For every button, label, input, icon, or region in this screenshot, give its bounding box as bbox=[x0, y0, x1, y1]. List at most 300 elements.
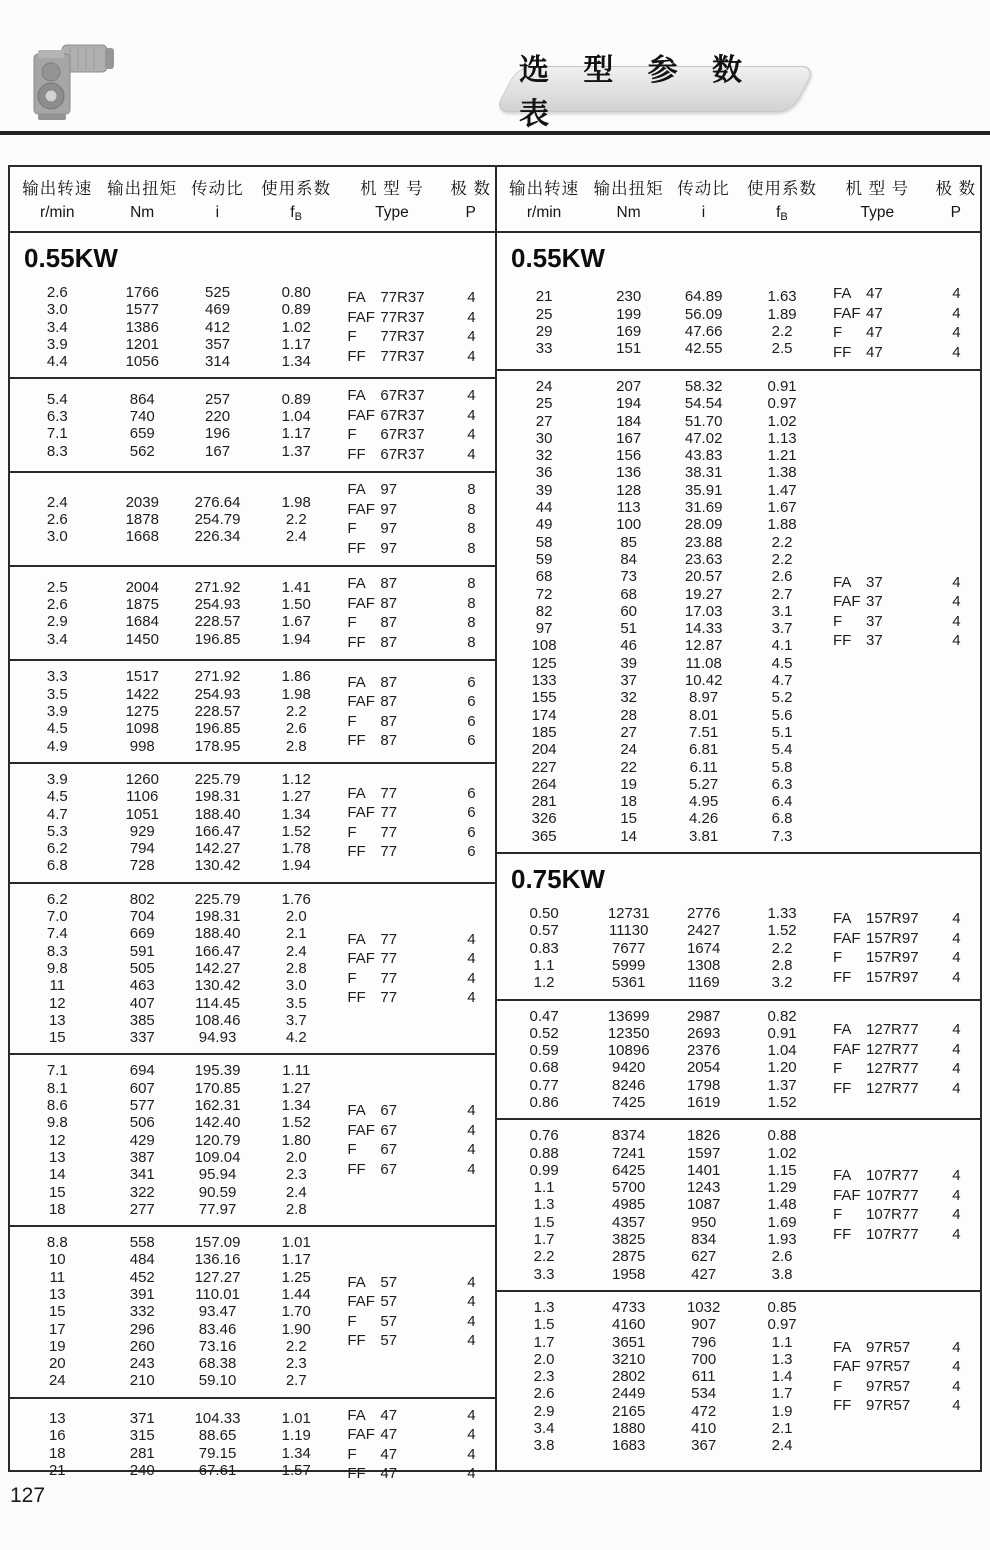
header-label-cn: 传动比 bbox=[677, 180, 730, 198]
output-speed-value: 32 bbox=[535, 447, 553, 465]
ratio-value: 12.87 bbox=[684, 637, 723, 655]
output-speed-value: 2.0 bbox=[533, 1350, 555, 1368]
pole-count: 4 bbox=[952, 1206, 961, 1224]
service-factor-value: 5.8 bbox=[771, 758, 793, 776]
header-label-unit: $f_B$ bbox=[290, 204, 302, 223]
output-speed-value: 365 bbox=[531, 827, 557, 845]
output-speed-value: 9.8 bbox=[46, 959, 68, 977]
data-block bbox=[497, 1292, 980, 1462]
type-prefix: FAF bbox=[347, 950, 375, 968]
table-row bbox=[497, 707, 823, 724]
ratio-value: 254.79 bbox=[194, 510, 241, 528]
output-torque-value: 8246 bbox=[612, 1076, 646, 1094]
type-prefix: F bbox=[833, 1377, 843, 1395]
ratio-value: 3.81 bbox=[689, 827, 719, 845]
column-body bbox=[497, 233, 980, 1462]
service-factor-value: 6.4 bbox=[771, 793, 793, 811]
ratio-value: 198.31 bbox=[194, 788, 241, 806]
table-row bbox=[10, 443, 337, 460]
service-factor-value: 1.52 bbox=[281, 1114, 311, 1132]
ratio-value: 54.54 bbox=[684, 395, 723, 413]
type-row bbox=[823, 1079, 980, 1099]
output-speed-value: 2.6 bbox=[533, 1385, 555, 1403]
ratio-value: 42.55 bbox=[684, 340, 723, 358]
type-label bbox=[337, 1445, 447, 1465]
type-model: 97R57 bbox=[866, 1377, 911, 1395]
header-label-cn: 极 数 bbox=[450, 180, 492, 198]
output-torque-value: 315 bbox=[129, 1427, 155, 1445]
type-model: 107R77 bbox=[866, 1206, 919, 1224]
type-label bbox=[823, 343, 933, 363]
output-speed-value: 3.3 bbox=[533, 1265, 555, 1283]
data-rows bbox=[10, 284, 337, 370]
output-torque-value: 85 bbox=[620, 533, 638, 551]
output-torque-value: 1684 bbox=[125, 613, 159, 631]
service-factor-value: 1.37 bbox=[767, 1076, 797, 1094]
ratio-value: 110.01 bbox=[195, 1285, 240, 1303]
service-factor-value: 6.3 bbox=[771, 775, 793, 793]
ratio-value: 79.15 bbox=[198, 1444, 237, 1462]
type-row bbox=[823, 1338, 980, 1358]
type-row bbox=[337, 1425, 495, 1445]
table-row bbox=[10, 1269, 337, 1286]
service-factor-value: 1.67 bbox=[281, 613, 311, 631]
pole-count: 6 bbox=[467, 823, 476, 841]
header-label-unit: Type bbox=[375, 204, 409, 221]
output-torque-value: 341 bbox=[129, 1166, 155, 1184]
ratio-value: 95.94 bbox=[198, 1166, 237, 1184]
output-torque-value: 277 bbox=[129, 1200, 155, 1218]
output-torque-value: 371 bbox=[129, 1410, 155, 1428]
service-factor-value: 1.34 bbox=[281, 805, 311, 823]
output-torque-value: 704 bbox=[129, 908, 155, 926]
type-label bbox=[337, 1292, 447, 1312]
output-speed-value: 155 bbox=[531, 689, 557, 707]
type-label bbox=[823, 1186, 933, 1206]
pole-count: 8 bbox=[467, 575, 476, 593]
table-row bbox=[10, 1012, 337, 1029]
output-speed-value: 326 bbox=[531, 810, 557, 828]
service-factor-value: 2.2 bbox=[285, 703, 307, 721]
ratio-value: 220 bbox=[205, 408, 231, 426]
service-factor-value: 2.6 bbox=[771, 1248, 793, 1266]
type-model: 67 bbox=[380, 1160, 398, 1178]
output-speed-value: 24 bbox=[535, 378, 553, 395]
table-row bbox=[497, 534, 823, 551]
type-label bbox=[823, 1377, 933, 1397]
pole-count: 6 bbox=[467, 804, 476, 822]
type-prefix: FF bbox=[833, 343, 852, 361]
table-row bbox=[10, 1166, 337, 1183]
section-power-label: 0.75KW bbox=[511, 864, 605, 895]
pole-count: 4 bbox=[952, 1167, 961, 1185]
type-label bbox=[823, 323, 933, 343]
type-prefix: FAF bbox=[347, 308, 375, 326]
service-factor-value: 2.2 bbox=[771, 550, 793, 568]
output-torque-value: 728 bbox=[129, 857, 155, 875]
ratio-value: 130.42 bbox=[194, 977, 241, 995]
table-row bbox=[10, 840, 337, 857]
type-model: 87 bbox=[380, 633, 398, 651]
pole-count: 4 bbox=[467, 1160, 476, 1178]
service-factor-value: 1.29 bbox=[767, 1179, 797, 1197]
table-row bbox=[497, 447, 823, 464]
table-row bbox=[497, 1351, 823, 1368]
type-prefix: F bbox=[347, 1445, 357, 1463]
table-row bbox=[497, 810, 823, 827]
output-torque-value: 1450 bbox=[125, 630, 159, 648]
type-label bbox=[823, 1079, 933, 1099]
table-row bbox=[10, 908, 337, 925]
type-label bbox=[337, 347, 447, 367]
ratio-value: 1308 bbox=[686, 956, 721, 974]
ratio-value: 367 bbox=[691, 1437, 717, 1455]
service-factor-value: 0.91 bbox=[767, 1024, 797, 1042]
data-rows bbox=[497, 1127, 823, 1283]
table-row bbox=[497, 724, 823, 741]
ratio-value: 525 bbox=[205, 284, 231, 301]
type-row bbox=[823, 1020, 980, 1040]
column-body bbox=[10, 233, 495, 1491]
output-speed-value: 3.3 bbox=[46, 668, 68, 686]
type-model: 107R77 bbox=[866, 1225, 919, 1243]
output-speed-value: 72 bbox=[535, 585, 553, 603]
service-factor-value: 2.5 bbox=[771, 340, 793, 358]
type-label bbox=[337, 308, 447, 328]
type-model: 87 bbox=[380, 712, 398, 730]
pole-count: 6 bbox=[467, 693, 476, 711]
output-torque-value: 7677 bbox=[612, 939, 646, 957]
ratio-value: 64.89 bbox=[684, 288, 723, 306]
type-label bbox=[337, 386, 447, 406]
type-label bbox=[337, 519, 447, 539]
pole-count: 4 bbox=[952, 910, 961, 928]
table-row bbox=[497, 1248, 823, 1265]
service-factor-value: 5.6 bbox=[771, 706, 793, 724]
service-factor-value: 1.17 bbox=[281, 335, 311, 353]
ratio-value: 196.85 bbox=[194, 630, 241, 648]
output-torque-value: 998 bbox=[129, 737, 155, 755]
ratio-value: 276.64 bbox=[194, 493, 241, 511]
type-label bbox=[337, 613, 447, 633]
pole-count: 4 bbox=[467, 989, 476, 1007]
ratio-value: 59.10 bbox=[198, 1372, 237, 1390]
type-prefix: FAF bbox=[833, 304, 861, 322]
ratio-value: 188.40 bbox=[194, 805, 241, 823]
output-speed-value: 3.4 bbox=[46, 318, 68, 336]
pole-count: 4 bbox=[467, 1312, 476, 1330]
type-label bbox=[823, 1020, 933, 1040]
output-speed-value: 6.3 bbox=[46, 408, 68, 426]
type-label bbox=[337, 406, 447, 426]
output-speed-value: 25 bbox=[535, 395, 553, 413]
table-row bbox=[497, 568, 823, 585]
table-row bbox=[497, 940, 823, 957]
service-factor-value: 2.7 bbox=[771, 585, 793, 603]
table-row bbox=[497, 672, 823, 689]
type-model: 47 bbox=[866, 343, 883, 361]
pole-count: 8 bbox=[467, 614, 476, 632]
header-label-unit: r/min bbox=[40, 204, 75, 221]
header-label-unit: $f_B$ bbox=[776, 204, 788, 223]
service-factor-value: 2.8 bbox=[285, 1200, 307, 1218]
service-factor-value: 2.4 bbox=[285, 942, 307, 960]
service-factor-value: 2.1 bbox=[771, 1420, 793, 1438]
ratio-value: 627 bbox=[691, 1248, 717, 1266]
type-prefix: FF bbox=[833, 968, 852, 986]
pole-count: 4 bbox=[467, 1426, 476, 1444]
ratio-value: 6.81 bbox=[689, 741, 719, 759]
output-torque-value: 1766 bbox=[125, 284, 159, 301]
output-torque-value: 296 bbox=[129, 1320, 155, 1338]
output-torque-value: 5361 bbox=[612, 974, 646, 992]
type-row bbox=[337, 480, 495, 500]
table-row bbox=[497, 793, 823, 810]
service-factor-value: 4.7 bbox=[771, 672, 793, 690]
table-row bbox=[497, 430, 823, 447]
type-label bbox=[337, 425, 447, 445]
service-factor-value: 0.85 bbox=[767, 1298, 797, 1316]
type-label bbox=[823, 573, 933, 593]
service-factor-value: 5.1 bbox=[771, 723, 793, 741]
type-prefix: FAF bbox=[347, 693, 375, 711]
type-row bbox=[823, 1357, 980, 1377]
output-speed-value: 4.7 bbox=[46, 805, 68, 823]
ratio-value: 225.79 bbox=[194, 890, 241, 908]
output-torque-value: 7241 bbox=[612, 1144, 646, 1162]
output-speed-value: 29 bbox=[535, 323, 553, 340]
ratio-value: 20.57 bbox=[684, 568, 723, 586]
type-prefix: FAF bbox=[347, 1293, 375, 1311]
type-row bbox=[337, 673, 495, 693]
output-speed-value: 133 bbox=[531, 672, 557, 690]
type-model: 87 bbox=[380, 575, 398, 593]
service-factor-value: 1.19 bbox=[281, 1427, 311, 1445]
data-block bbox=[497, 277, 980, 371]
ratio-value: 23.63 bbox=[684, 550, 723, 568]
service-factor-value: 1.63 bbox=[767, 288, 797, 306]
table-row bbox=[497, 637, 823, 654]
table-row bbox=[497, 1437, 823, 1454]
pole-count: 4 bbox=[467, 426, 476, 444]
table-row bbox=[497, 413, 823, 430]
pole-count: 4 bbox=[952, 1079, 961, 1097]
pole-count: 4 bbox=[467, 1406, 476, 1424]
type-rows bbox=[823, 1020, 980, 1098]
type-rows bbox=[337, 930, 495, 1008]
type-row bbox=[337, 327, 495, 347]
output-speed-value: 4.5 bbox=[46, 720, 68, 738]
type-prefix: FAF bbox=[347, 1121, 375, 1139]
pole-count: 4 bbox=[467, 1102, 476, 1120]
service-factor-value: 0.82 bbox=[767, 1007, 797, 1025]
output-speed-value: 49 bbox=[535, 516, 553, 534]
type-rows bbox=[823, 1338, 980, 1416]
type-prefix: FF bbox=[347, 347, 366, 365]
ratio-value: 120.79 bbox=[194, 1131, 241, 1149]
service-factor-value: 2.6 bbox=[285, 720, 307, 738]
output-speed-value: 2.5 bbox=[46, 578, 68, 596]
ratio-value: 162.31 bbox=[194, 1097, 241, 1115]
ratio-value: 271.92 bbox=[194, 578, 241, 596]
type-label bbox=[823, 948, 933, 968]
table-row bbox=[10, 823, 337, 840]
type-row bbox=[823, 323, 980, 343]
type-prefix: F bbox=[347, 520, 357, 538]
type-row bbox=[337, 1406, 495, 1426]
type-model: 87 bbox=[380, 732, 398, 750]
ratio-value: 83.46 bbox=[198, 1320, 237, 1338]
output-torque-value: 1056 bbox=[125, 353, 159, 371]
table-row bbox=[497, 620, 823, 637]
service-factor-value: 1.34 bbox=[281, 1097, 311, 1115]
table-row bbox=[497, 499, 823, 516]
ratio-value: 254.93 bbox=[194, 596, 241, 614]
type-prefix: FA bbox=[347, 289, 366, 307]
type-model: 67 bbox=[380, 1141, 398, 1159]
ratio-value: 2776 bbox=[686, 905, 721, 923]
ratio-value: 469 bbox=[205, 301, 231, 319]
header-label-cn: 输出转速 bbox=[509, 180, 580, 198]
type-prefix: FF bbox=[833, 632, 852, 649]
output-torque-value: 1275 bbox=[125, 703, 159, 721]
output-torque-value: 337 bbox=[129, 1029, 155, 1047]
output-speed-value: 227 bbox=[531, 758, 557, 776]
service-factor-value: 1.52 bbox=[281, 822, 311, 840]
ratio-value: 196 bbox=[205, 425, 231, 443]
header-label-unit: P bbox=[950, 204, 961, 221]
output-speed-value: 3.4 bbox=[533, 1420, 555, 1438]
type-prefix: FAF bbox=[347, 500, 375, 518]
pole-count: 4 bbox=[952, 324, 961, 341]
type-model: 47 bbox=[380, 1465, 398, 1483]
page-number: 127 bbox=[10, 1484, 46, 1507]
service-factor-value: 1.37 bbox=[281, 442, 311, 460]
output-speed-value: 12 bbox=[48, 1131, 66, 1149]
type-row bbox=[337, 930, 495, 950]
type-prefix: FAF bbox=[833, 929, 861, 947]
type-row bbox=[337, 425, 495, 445]
pole-count: 6 bbox=[467, 843, 476, 861]
type-prefix: FAF bbox=[347, 804, 375, 822]
table-row bbox=[497, 1196, 823, 1213]
header-label-cn: 使用系数 bbox=[746, 180, 817, 198]
type-row bbox=[823, 1225, 980, 1245]
data-rows bbox=[10, 891, 337, 1047]
output-speed-value: 6.2 bbox=[46, 890, 68, 908]
output-torque-value: 128 bbox=[616, 481, 642, 499]
type-row bbox=[823, 1040, 980, 1060]
data-block bbox=[10, 379, 495, 473]
table-row bbox=[10, 857, 337, 874]
type-row bbox=[823, 284, 980, 304]
pole-count: 4 bbox=[952, 612, 961, 630]
ratio-value: 67.61 bbox=[198, 1462, 237, 1480]
service-factor-value: 1.47 bbox=[767, 481, 797, 499]
type-model: 57 bbox=[380, 1332, 398, 1350]
output-speed-value: 0.52 bbox=[529, 1024, 559, 1042]
output-speed-value: 39 bbox=[535, 481, 553, 499]
pole-count: 4 bbox=[467, 930, 476, 948]
type-row bbox=[337, 988, 495, 1008]
type-label bbox=[337, 949, 447, 969]
output-torque-value: 5999 bbox=[612, 956, 646, 974]
type-prefix: FF bbox=[347, 633, 366, 651]
output-speed-value: 30 bbox=[535, 429, 553, 447]
output-torque-value: 1577 bbox=[125, 301, 159, 319]
type-prefix: FF bbox=[347, 989, 366, 1007]
table-row bbox=[497, 340, 823, 357]
output-speed-value: 18 bbox=[48, 1444, 66, 1462]
output-torque-value: 156 bbox=[616, 447, 642, 465]
type-row bbox=[337, 692, 495, 712]
output-torque-value: 19 bbox=[620, 775, 638, 793]
output-speed-value: 264 bbox=[531, 775, 557, 793]
type-prefix: FAF bbox=[347, 1426, 375, 1444]
type-row bbox=[337, 574, 495, 594]
output-torque-value: 1875 bbox=[125, 596, 159, 614]
ratio-value: 51.70 bbox=[684, 412, 723, 430]
output-torque-value: 4733 bbox=[612, 1298, 646, 1316]
output-speed-value: 108 bbox=[531, 637, 557, 655]
type-row bbox=[337, 613, 495, 633]
output-torque-value: 558 bbox=[129, 1234, 155, 1252]
type-prefix: F bbox=[347, 712, 357, 730]
output-torque-value: 240 bbox=[129, 1462, 155, 1480]
ratio-value: 534 bbox=[691, 1385, 717, 1403]
type-row bbox=[823, 1186, 980, 1206]
output-torque-value: 1386 bbox=[125, 318, 159, 336]
service-factor-value: 3.0 bbox=[285, 977, 307, 995]
ratio-value: 47.66 bbox=[684, 323, 723, 340]
table-row bbox=[10, 960, 337, 977]
output-torque-value: 169 bbox=[616, 323, 642, 340]
output-speed-value: 12 bbox=[48, 994, 66, 1012]
type-label bbox=[823, 1225, 933, 1245]
output-speed-value: 59 bbox=[535, 550, 553, 568]
pole-count: 8 bbox=[467, 500, 476, 518]
pole-count: 4 bbox=[467, 1273, 476, 1291]
service-factor-value: 1.89 bbox=[767, 305, 797, 323]
type-prefix: FA bbox=[833, 573, 852, 591]
output-speed-value: 3.9 bbox=[46, 335, 68, 353]
type-prefix: FA bbox=[347, 1273, 366, 1291]
table-row bbox=[497, 974, 823, 991]
ratio-value: 1798 bbox=[686, 1076, 721, 1094]
type-model: 157R97 bbox=[866, 949, 919, 967]
output-speed-value: 4.4 bbox=[46, 353, 68, 371]
type-model: 87 bbox=[380, 673, 398, 691]
output-torque-value: 184 bbox=[616, 412, 642, 430]
table-row bbox=[10, 1410, 337, 1427]
type-label bbox=[337, 842, 447, 862]
output-speed-value: 21 bbox=[535, 288, 553, 306]
output-torque-value: 659 bbox=[129, 425, 155, 443]
ratio-value: 58.32 bbox=[684, 378, 723, 395]
type-row bbox=[337, 1273, 495, 1293]
type-model: 87 bbox=[380, 614, 398, 632]
service-factor-value: 2.3 bbox=[285, 1166, 307, 1184]
ratio-value: 228.57 bbox=[194, 703, 241, 721]
ratio-value: 4.26 bbox=[689, 810, 719, 828]
ratio-value: 1169 bbox=[687, 974, 720, 992]
table-row bbox=[10, 1029, 337, 1046]
table-row bbox=[497, 1316, 823, 1333]
type-label bbox=[337, 1425, 447, 1445]
header-cn-row bbox=[10, 175, 495, 203]
table-row bbox=[497, 828, 823, 845]
pole-count: 4 bbox=[467, 1121, 476, 1139]
